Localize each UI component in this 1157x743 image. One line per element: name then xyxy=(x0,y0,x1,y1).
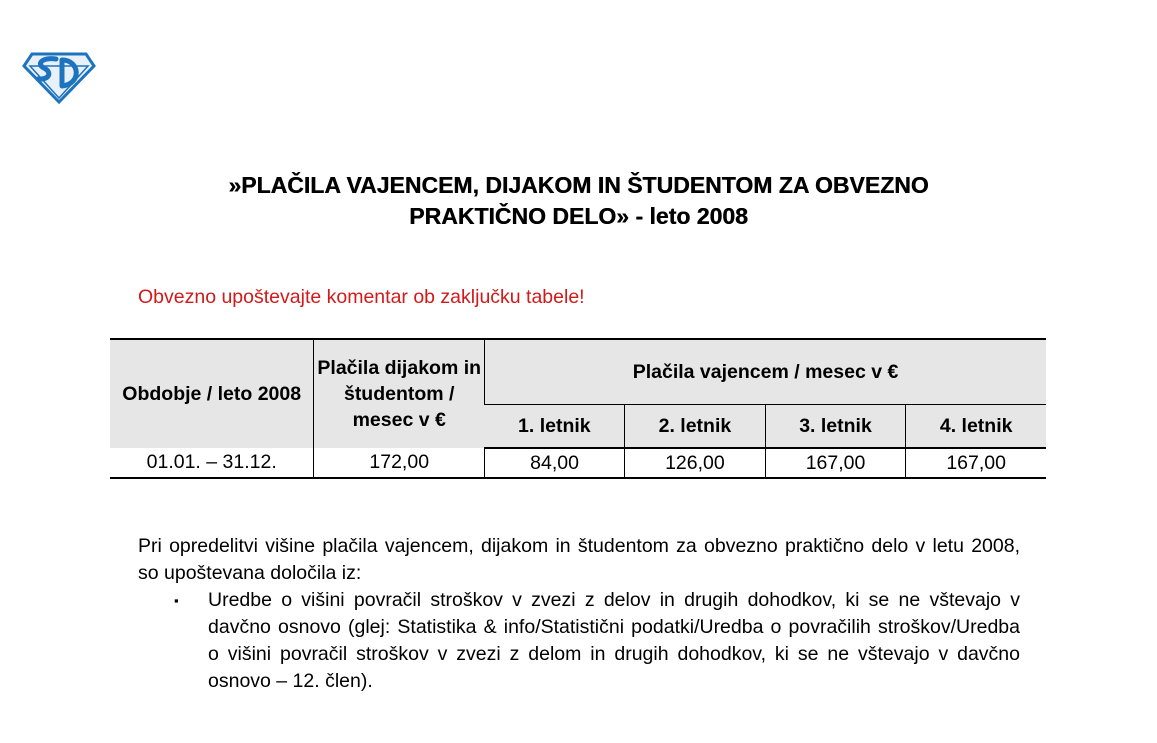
header-year-3: 3. letnik xyxy=(765,405,906,449)
warning-note: Obvezno upoštevajte komentar ob zaključku tabele! xyxy=(138,286,585,308)
document-title xyxy=(0,170,1157,232)
header-period: Obdobje / leto 2008 xyxy=(110,339,314,448)
header-year-4: 4. letnik xyxy=(906,405,1046,449)
table-row xyxy=(110,448,1046,478)
header-year-1: 1. letnik xyxy=(485,405,625,449)
company-logo xyxy=(22,50,96,104)
title-line-2: PRAKTIČNO DELO» - leto 2008 xyxy=(409,203,748,229)
header-students: Plačila dijakom in študentom / mesec v € xyxy=(314,339,485,448)
bullet-square-icon: ▪ xyxy=(174,593,179,608)
cell-year-3: 167,00 xyxy=(765,448,906,478)
list-item-text: Uredbe o višini povračil stroškov v zvezi z delov in drugih dohodkov, ki se ne vštevajo v davčno osnovo (glej: Statistika & info/Statistični podatki/Uredba o povračilih stroškov/Uredba o višini povračil stroškov v zvezi z delom in drugih dohodkov, ki se ne vštevajo v davčno osnovo – 12. člen). xyxy=(208,589,1020,692)
explanation-section xyxy=(138,533,1020,695)
header-apprentices: Plačila vajencem / mesec v € xyxy=(485,339,1046,405)
title-line-1: »PLAČILA VAJENCEM, DIJAKOM IN ŠTUDENTOM ZA OBVEZNO xyxy=(228,172,929,198)
cell-year-4: 167,00 xyxy=(906,448,1046,478)
payments-table xyxy=(110,338,1046,479)
list-item xyxy=(138,587,1020,695)
cell-year-1: 84,00 xyxy=(485,448,625,478)
cell-period: 01.01. – 31.12. xyxy=(110,448,314,478)
cell-year-2: 126,00 xyxy=(625,448,766,478)
cell-students: 172,00 xyxy=(314,448,485,478)
explanation-paragraph: Pri opredelitvi višine plačila vajencem, dijakom in študentom za obvezno praktično delo v letu 2008, so upoštevana določila iz: xyxy=(138,535,1020,584)
header-year-2: 2. letnik xyxy=(625,405,766,449)
regulation-list xyxy=(138,587,1020,695)
